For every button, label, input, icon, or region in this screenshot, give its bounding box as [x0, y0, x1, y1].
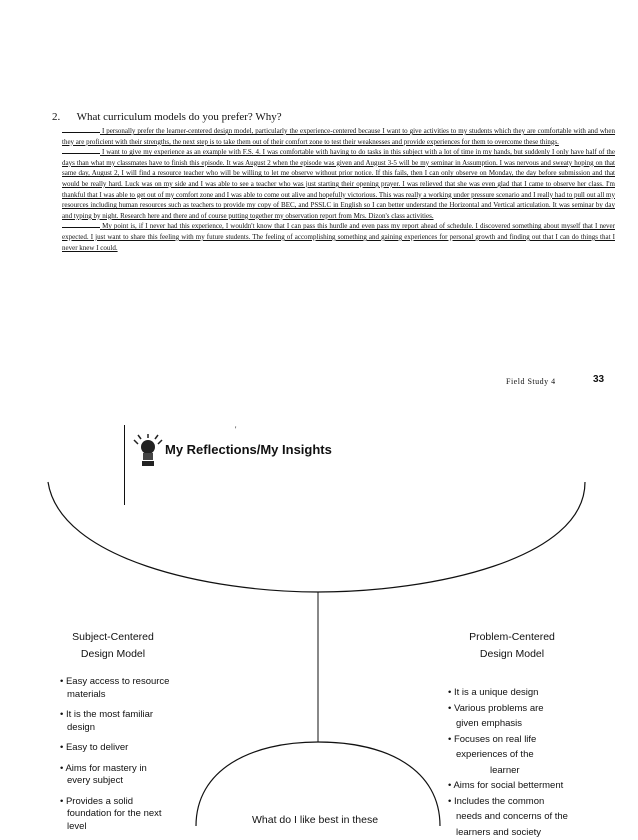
list-item: • Various problems are: [448, 701, 583, 717]
list-item: • Focuses on real life: [448, 732, 583, 748]
page-number: 33: [593, 374, 604, 385]
stray-mark: ': [235, 425, 236, 434]
list-item: • It is the most familiar: [60, 709, 185, 722]
list-item: level: [60, 821, 185, 834]
answer-paragraph: My point is, if I never had this experience, I wouldn't know that I can pass this hurdle and even pass my report ahead of schedule. I discovered something about myself that I never expected. I just want to share this feeling with my future students. The feeling of accomplishing something and gaining experiences for personal growth and finding out that I can do things that I never knew I could.: [62, 221, 615, 253]
list-item: • Easy to deliver: [60, 742, 185, 755]
footer-label: Field Study 4: [506, 377, 556, 386]
list-item: • Aims for social betterment: [448, 778, 583, 794]
list-item: • Provides a solid: [60, 796, 185, 809]
problem-centered-heading: Problem-Centered Design Model: [447, 629, 577, 663]
list-item: needs and concerns of the: [448, 809, 583, 825]
subject-centered-heading: Subject-Centered Design Model: [48, 629, 178, 663]
center-prompt: What do I like best in these: [252, 814, 378, 826]
section-title: My Reflections/My Insights: [165, 442, 332, 457]
list-item: given emphasis: [448, 716, 583, 732]
question-text: What curriculum models do you prefer? Why?: [77, 111, 282, 123]
subject-centered-list: [60, 676, 185, 833]
list-item: experiences of the: [448, 747, 583, 763]
list-item: design: [60, 722, 185, 735]
answer-paragraph: I personally prefer the learner-centered design model, particularly the experience-centered because I want to give activities to my students which they are comfortable with and when they are proficient with their strengths, the next step is to take them out of their comfort zone to test their weaknesses and provide experiences for them to overcome these things.: [62, 126, 615, 147]
question-number: 2.: [52, 111, 60, 123]
list-item: every subject: [60, 775, 185, 788]
answer-paragraph: I want to give my experience as an example with F.S. 4. I was comfortable with having to do tasks in this subject with a lot of time in my hands, but suddenly I only have half of the days than what my classmates have to finish this episode. It was August 2 when the episode was given and August 3-5 will be my seminar in Assumption. I was nervous and sweaty hoping on that same day, August 2, I will find a resource teacher who will be willing to let me observe without prior notice. If this fails, then I can only observe on Monday, the day before submission and that would be really hard. Luck was on my side and I was able to see a teacher who was just starting their opening prayer. I was relieved that she was even glad that I came to observe her class. I'm thankful that I was able to get out of my comfort zone and I was able to come out alive and hopefully victorious. This was really a working under pressure scenario and I really had to pull out all my resources including human resources such as teachers to provide my copy of BEC, and PSSLC in English so I can better understand the Horizontal and Vertical articulation. It was seminar by day and typing by night. Research here and there and of course putting together my observation report from Mrs. Dizon's class activities.: [62, 147, 615, 221]
list-item: learners and society: [448, 825, 583, 840]
list-item: foundation for the next: [60, 808, 185, 821]
list-item: • Aims for mastery in: [60, 763, 185, 776]
list-item: learner: [448, 763, 583, 779]
list-item: • Includes the common: [448, 794, 583, 810]
list-item: • It is a unique design: [448, 685, 583, 701]
problem-centered-list: [448, 685, 583, 840]
list-item: materials: [60, 689, 185, 702]
list-item: • Easy access to resource: [60, 676, 185, 689]
